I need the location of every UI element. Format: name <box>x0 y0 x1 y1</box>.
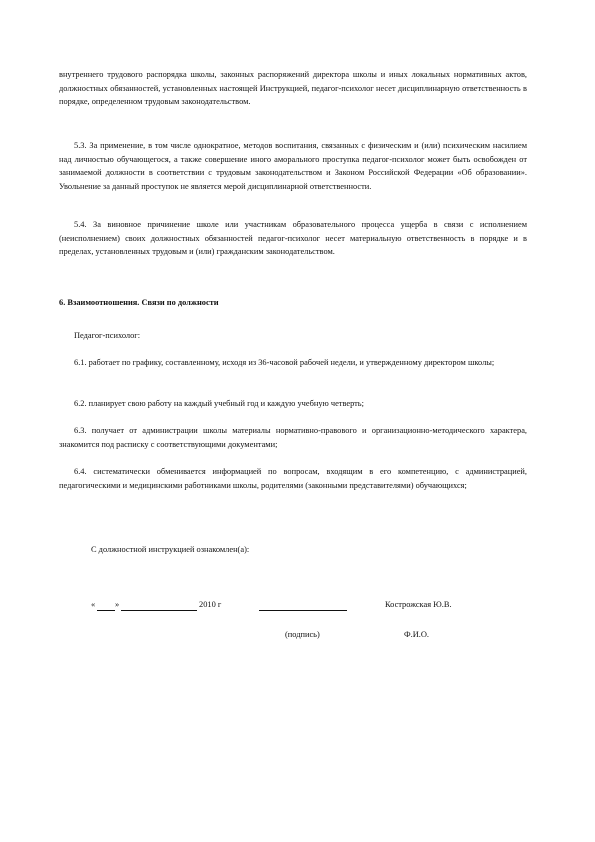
month-blank <box>121 610 197 611</box>
paragraph-6-1: 6.1. работает по графику, составленному, исходя из 36-часовой рабочей недели, и утвержденному директором школы; <box>74 358 495 367</box>
paragraph-5-3: 5.3. За применение, в том числе однократное, методов воспитания, связанных с физическим и (или) психическим насилием над личностью обучающегося, а также совершение иного аморального проступка педагог-психолог может быть освобожден от занимаемой должности в соответствии с трудовым законодательством и Законом Российской Федерации «Об образовании». Увольнение за данный проступок не является мерой дисциплинарной ответственности. <box>59 141 527 191</box>
paragraph-5-2-continuation: внутреннего трудового распорядка школы, законных распоряжений директора школы и иных локальных нормативных актов, должностных обязанностей, установленных настоящей Инструкцией, педагог-психолог несет дисциплинарную ответственность в порядке, определенном трудовым законодательством. <box>59 70 527 107</box>
year-label: 2010 г <box>199 600 222 609</box>
paragraph-6-4: 6.4. систематически обменивается информацией по вопросам, входящим в его компетенцию, с администрацией, педагогическими и медицинскими работниками школы, родителями (законными представителями) обучающихся; <box>59 467 527 490</box>
section-6-heading: 6. Взаимоотношения. Связи по должности <box>59 298 219 307</box>
signature-caption: (подпись) <box>285 630 320 639</box>
paragraph-6-3: 6.3. получает от администрации школы материалы нормативно-правового и организационно-методического характера, знакомится под расписку с соответствующими документами; <box>59 426 527 449</box>
fio-caption: Ф.И.О. <box>404 630 429 639</box>
day-blank <box>97 610 115 611</box>
employee-name: Кострожская Ю.В. <box>385 600 452 609</box>
date-quote-open: « <box>91 600 96 609</box>
paragraph-5-4: 5.4. За виновное причинение школе или участникам образовательного процесса ущерба в связи с исполнением (неисполнением) своих должностных обязанностей педагог-психолог несет материальную ответственность в порядке и в пределах, установленных трудовым и (или) гражданским законодательством. <box>59 220 527 257</box>
date-quote-close: » <box>115 600 120 609</box>
intro-label: Педагог-психолог: <box>74 331 141 340</box>
paragraph-6-2: 6.2. планирует свою работу на каждый учебный год и каждую учебную четверть; <box>74 399 364 408</box>
signature-blank <box>259 610 347 611</box>
acknowledgement-label: С должностной инструкцией ознакомлен(а): <box>91 545 250 554</box>
